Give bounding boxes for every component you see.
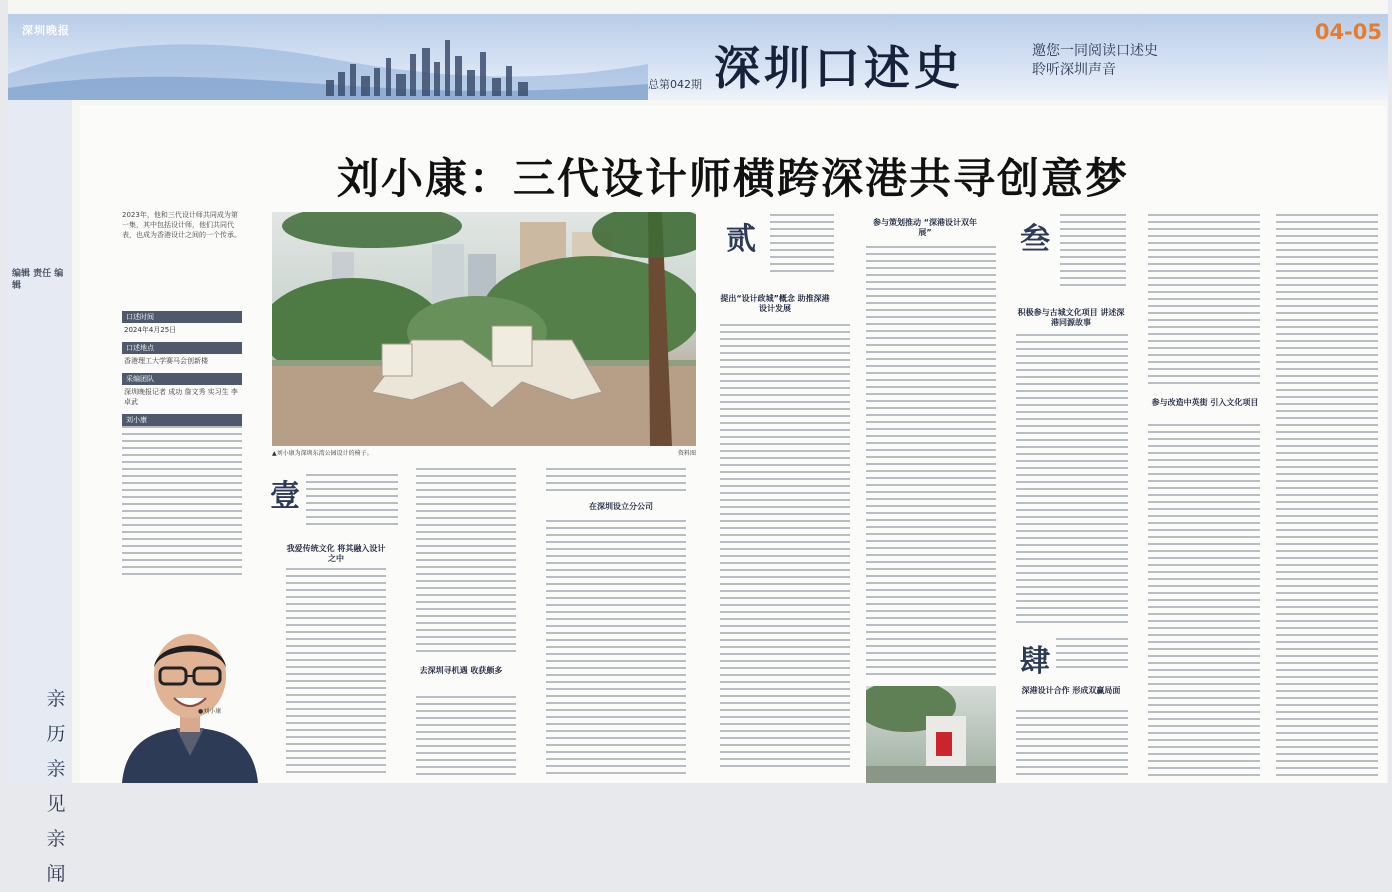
verse-char: 闻	[46, 863, 66, 885]
info-value: 深圳晚报记者 成功 詹文秀 实习生 李卓武	[124, 388, 238, 406]
section-mark-3: 叁	[1020, 222, 1050, 257]
building-illustration	[866, 686, 996, 783]
article-column-6c	[1056, 638, 1128, 674]
article-column-2	[416, 468, 516, 660]
info-label: 口述地点	[122, 342, 242, 354]
verse-char: 亲	[46, 828, 66, 850]
park-illustration	[272, 212, 696, 446]
slogan-line-1: 邀您一同阅读口述史	[1032, 43, 1158, 59]
left-sidebar-strip	[8, 100, 72, 885]
section-title: 深圳口述史	[714, 41, 964, 95]
section-subhead: 在深圳设立分公司	[589, 502, 653, 511]
article-column-7	[1148, 214, 1260, 392]
article-column-6d	[1016, 710, 1128, 783]
info-label: 口述时间	[122, 311, 242, 323]
masthead	[8, 14, 1388, 100]
section-subhead: 参与改造中英街 引入文化项目	[1151, 398, 1259, 407]
article-column-3b	[546, 520, 686, 783]
section-subhead: 提出“设计政城”概念 助推深港设计发展	[720, 294, 830, 313]
article-column-2b	[416, 696, 516, 783]
paper-logo: 深圳晚报	[22, 24, 70, 37]
slogan-line-2: 聆听深圳声音	[1032, 62, 1116, 78]
verse-char: 亲	[46, 758, 66, 780]
info-label: 刘小康	[122, 414, 242, 426]
article-column-1b	[286, 568, 386, 783]
article-area	[80, 106, 1386, 783]
article-column-8	[1276, 214, 1378, 783]
page-number: 04-05	[1314, 20, 1382, 44]
sculpture-photo	[272, 212, 696, 446]
article-column-3	[546, 468, 686, 498]
article-column-5	[866, 246, 996, 680]
info-label: 采编团队	[122, 373, 242, 385]
city-skyline-graphic	[8, 28, 648, 100]
article-column-4b	[720, 324, 850, 783]
caption-text: ▲刘小康为深圳东湾公园设计的椅子。	[272, 450, 373, 457]
article-column-6b	[1016, 334, 1128, 630]
article-column-4	[770, 214, 834, 280]
article-column-7b	[1148, 424, 1260, 783]
article-column-6	[1060, 214, 1126, 294]
verse-char: 历	[46, 723, 66, 745]
newspaper-page	[8, 0, 1388, 885]
portrait-photo	[120, 624, 260, 783]
verse-char: 亲	[46, 688, 66, 710]
slogan	[1032, 42, 1158, 80]
photo-credit: 资料图	[677, 450, 696, 457]
section-subhead: 积极参与古城文化项目 讲述深港同源故事	[1017, 308, 1125, 327]
portrait-caption: ●刘小康	[198, 708, 222, 715]
photo-caption	[272, 448, 696, 457]
article-headline: 刘小康：三代设计师横跨深港共寻创意梦	[336, 154, 1129, 203]
section-subhead: 深港设计合作 形成双赢局面	[1021, 686, 1121, 695]
section-mark-2: 贰	[726, 222, 756, 257]
section-subhead: 去深圳寻机遇 收获颇多	[419, 666, 503, 675]
building-photo	[866, 686, 996, 783]
profile-text	[122, 426, 242, 576]
article-column-1	[306, 474, 398, 536]
verse-char: 见	[46, 793, 66, 815]
section-mark-4: 肆	[1020, 644, 1050, 679]
interview-info-box	[122, 306, 242, 426]
editor-credit: 编辑 责任 编辑	[12, 269, 64, 291]
sidebar-verse	[44, 682, 68, 892]
section-subhead: 参与策划推动 “深港设计双年展”	[872, 218, 978, 237]
article-lead: 2023年，他和三代设计师共同成为第一集，其中包括设计师，他们共同代表，也成为香港设计之间的一个传承。	[122, 211, 241, 239]
info-value: 2024年4月25日	[124, 326, 177, 334]
info-value: 香港理工大学赛马会创新楼	[124, 357, 208, 365]
interviewee-portrait	[120, 624, 260, 783]
section-subhead: 我爱传统文化 将其融入设计之中	[286, 544, 386, 563]
issue-number: 总第042期	[648, 78, 702, 91]
section-mark-1: 壹	[270, 479, 300, 514]
